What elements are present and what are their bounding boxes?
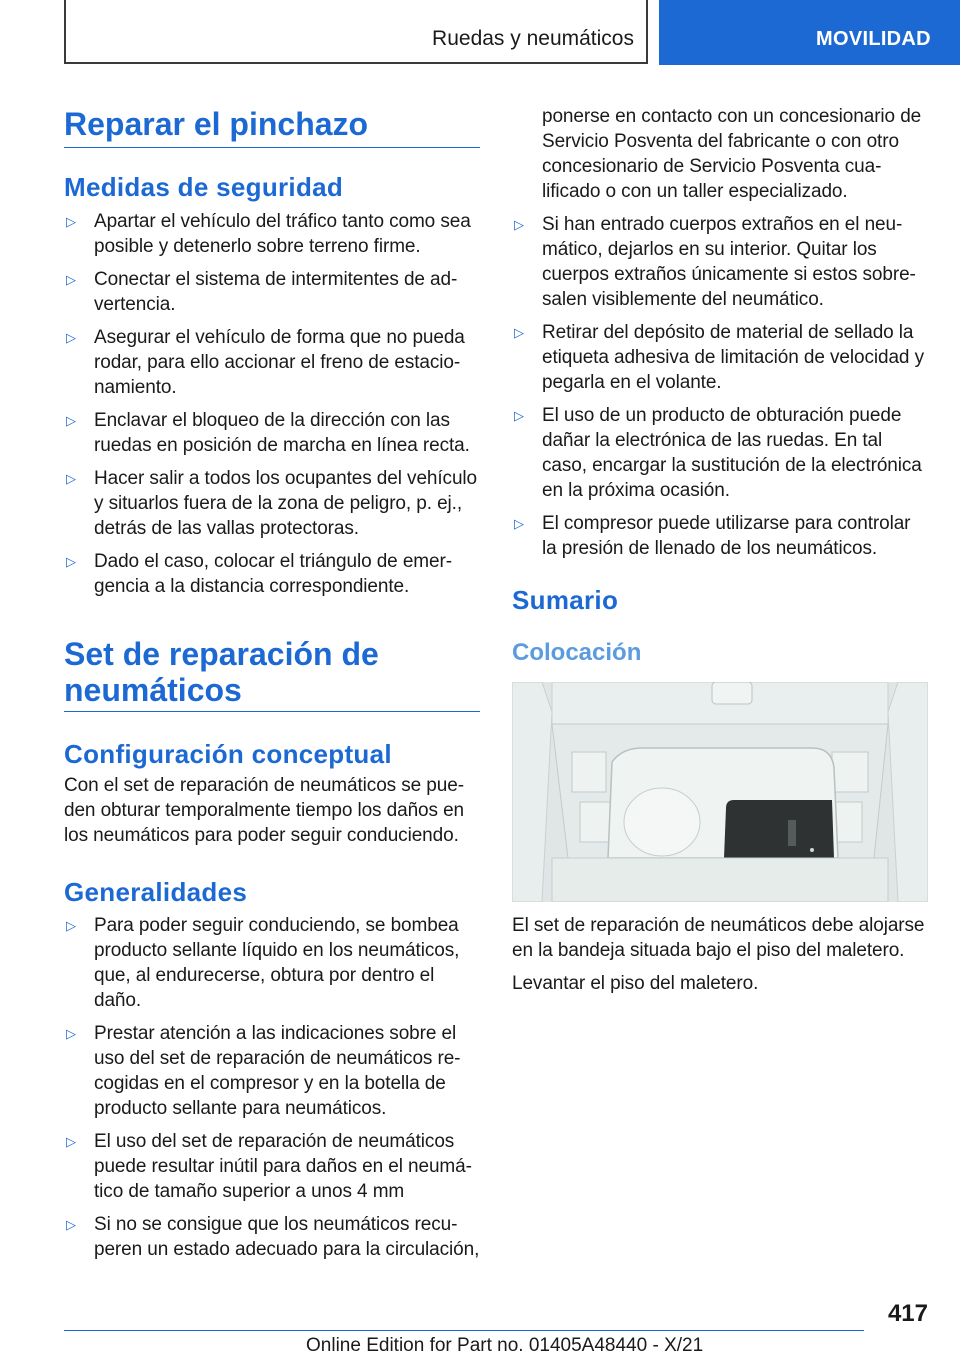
list-item: ▷ Enclavar el bloqueo de la dirección con las ruedas en posición de marcha en línea recta. [66, 410, 470, 456]
section-title-repair: Reparar el pinchazo [64, 106, 369, 142]
heading-general: Generalidades [64, 877, 248, 907]
triangle-bullet-icon: ▷ [514, 217, 524, 232]
triangle-bullet-icon: ▷ [66, 1134, 76, 1149]
continuation-paragraph: ponerse en contacto con un concesionario de Servicio Posventa del fabricante o con otro concesionario de Servicio Posventa cua‐ lificado o con un taller especializado. [542, 106, 922, 202]
title-rule [64, 711, 480, 712]
general-list [64, 913, 480, 1270]
placement-paragraph: El set de reparación de neumáticos debe alojarse en la bandeja situada bajo el piso del maletero. [512, 915, 925, 961]
triangle-bullet-icon: ▷ [514, 325, 524, 340]
section-title-repair-kit: Set de reparación de neumáticos [64, 636, 379, 708]
list-item: ▷ Para poder seguir conduciendo, se bombea producto sellante líquido en los neumáticos, que, al endurecerse, obtura por dentro el daño. [66, 915, 460, 1011]
list-item: ▷ Retirar del depósito de material de sellado la etiqueta adhesiva de limitación de velocidad y pegarla en el volante. [514, 322, 924, 393]
chapter-tab[interactable] [659, 0, 960, 65]
trunk-illustration [512, 682, 928, 902]
triangle-bullet-icon: ▷ [66, 272, 76, 287]
header-section-title: Ruedas y neumáticos [432, 27, 634, 50]
concept-paragraph: Con el set de reparación de neumáticos se pue‐ den obturar temporalmente tiempo los daños en los neumáticos para poder seguir conduciendo. [64, 775, 465, 846]
list-item: ▷ El compresor puede utilizarse para controlar la presión de llenado de los neumáticos. [514, 513, 911, 559]
heading-concept: Configuración conceptual [64, 739, 392, 769]
title-rule [64, 147, 480, 148]
list-item: ▷ Conectar el sistema de intermitentes de ad‐ vertencia. [66, 269, 458, 315]
list-item: ▷ Si no se consigue que los neumáticos recu‐ peren un estado adecuado para la circulación, [66, 1214, 480, 1260]
triangle-bullet-icon: ▷ [66, 330, 76, 345]
list-item: ▷ El uso de un producto de obturación puede dañar la electrónica de las ruedas. En tal caso, encargar la sustitución de la electrónica en la próxima ocasión. [514, 405, 922, 501]
right-list [512, 212, 928, 569]
trunk-drawing [512, 682, 928, 902]
list-item: ▷ Hacer salir a todos los ocupantes del vehículo y situarlos fuera de la zona de peligro, p. ej., detrás de las vallas protectoras. [66, 468, 478, 539]
list-item: ▷ Si han entrado cuerpos extraños en el neu‐ mático, dejarlos en su interior. Quitar los cuerpos extraños únicamente si estos sobre‐ salen visiblemente del neumático. [514, 214, 916, 310]
heading-summary: Sumario [512, 585, 619, 615]
chapter-tab-label: MOVILIDAD [816, 28, 931, 50]
triangle-bullet-icon: ▷ [66, 214, 76, 229]
footer-rule [64, 1330, 864, 1331]
triangle-bullet-icon: ▷ [66, 918, 76, 933]
triangle-bullet-icon: ▷ [66, 1217, 76, 1232]
triangle-bullet-icon: ▷ [514, 408, 524, 423]
list-item: ▷ Asegurar el vehículo de forma que no pueda rodar, para ello accionar el freno de estacio‐ namiento. [66, 327, 465, 398]
triangle-bullet-icon: ▷ [66, 413, 76, 428]
triangle-bullet-icon: ▷ [66, 1026, 76, 1041]
footer-edition: Online Edition for Part no. 01405A48440 - X/21 [306, 1335, 704, 1356]
triangle-bullet-icon: ▷ [66, 554, 76, 569]
list-item: ▷ El uso del set de reparación de neumáticos puede resultar inútil para daños en el neumá‐ tico de tamaño superior a unos 4 mm [66, 1131, 472, 1202]
safety-list [64, 209, 480, 607]
list-item: ▷ Dado el caso, colocar el triángulo de emer‐ gencia a la distancia correspondiente. [66, 551, 452, 597]
list-item: ▷ Prestar atención a las indicaciones sobre el uso del set de reparación de neumáticos re‐ cogidas en el compresor y en la botella de producto sellante para neumáticos. [66, 1023, 461, 1119]
heading-placement: Colocación [512, 639, 642, 666]
page-number: 417 [887, 1300, 928, 1327]
triangle-bullet-icon: ▷ [66, 471, 76, 486]
lift-floor-paragraph: Levantar el piso del maletero. [512, 973, 759, 994]
triangle-bullet-icon: ▷ [514, 516, 524, 531]
list-item: ▷ Apartar el vehículo del tráfico tanto como sea posible y detenerlo sobre terreno firme. [66, 211, 471, 257]
heading-safety: Medidas de seguridad [64, 172, 344, 202]
